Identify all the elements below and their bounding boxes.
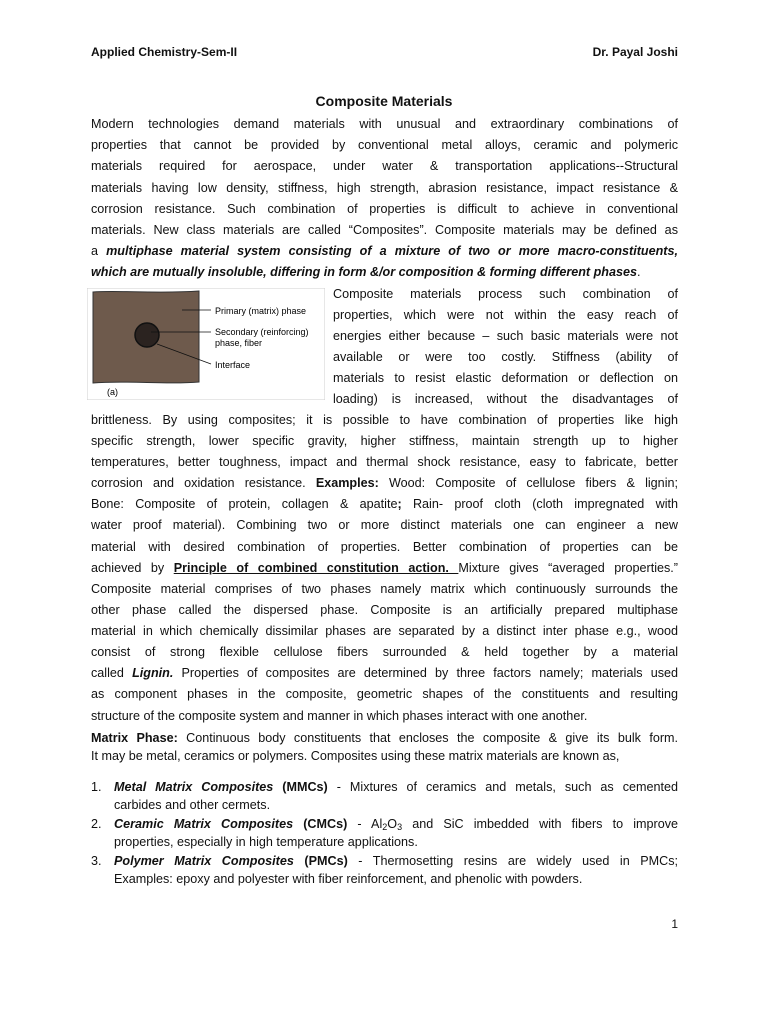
text-run: Rain- proof cloth (cloth impregnated with bbox=[401, 497, 678, 511]
text-run: called bbox=[91, 666, 133, 680]
text-run: - Mixtures of ceramics and metals, such as cemented bbox=[327, 780, 679, 794]
figure-caption: (a) bbox=[107, 387, 118, 397]
header-course: Applied Chemistry-Sem-II bbox=[91, 45, 238, 59]
text-run: Mixture gives “averaged properties.” bbox=[458, 561, 678, 575]
list-item-name: Ceramic Matrix Composites bbox=[114, 817, 294, 831]
paragraph-line bbox=[91, 264, 678, 280]
header-author: Dr. Payal Joshi bbox=[592, 45, 678, 59]
paragraph-line: It may be metal, ceramics or polymers. Composites using these matrix materials are known as, bbox=[91, 749, 620, 763]
paragraph-line: corrosion resistance. Such combination of properties is difficult to achieve in conventional bbox=[91, 202, 678, 216]
list-number: 1. bbox=[91, 780, 102, 794]
text-run: - Al bbox=[347, 817, 383, 831]
paragraph-line: available or were too costly. Stiffness (ability of bbox=[333, 350, 678, 364]
page-number: 1 bbox=[671, 917, 678, 931]
paragraph-line: energies either because – such basic materials were not bbox=[333, 329, 678, 343]
paragraph-line: water proof material). Combining two or more distinct materials one can engineer a new bbox=[91, 518, 678, 532]
matrix-phase-heading: Matrix Phase: bbox=[91, 731, 178, 745]
text-run: corrosion and oxidation resistance. bbox=[91, 476, 316, 490]
composite-diagram-svg bbox=[87, 288, 325, 400]
list-item-continuation: carbides and other cermets. bbox=[114, 798, 271, 812]
paragraph-line: Composite material comprises of two phases namely matrix which continuously surrounds the bbox=[91, 582, 678, 596]
list-number: 3. bbox=[91, 854, 102, 868]
paragraph-line: materials required for aerospace, under water & transportation applications--Structural bbox=[91, 159, 678, 173]
text-run: and SiC imbedded with fibers to improve bbox=[402, 817, 678, 831]
text-run: Wood: Composite of cellulose fibers & lignin; bbox=[378, 476, 678, 490]
definition-emphasis: which are mutually insoluble, differing in form &/or composition & forming different phases bbox=[91, 265, 638, 279]
paragraph-line bbox=[91, 496, 678, 512]
text-run: . bbox=[637, 265, 641, 279]
paragraph-line: material with desired combination of properties. Better combination of properties can be bbox=[91, 540, 678, 554]
paragraph-line: materials to resist elastic deformation or deflection on bbox=[333, 371, 678, 385]
label-secondary-phase: Secondary (reinforcing) bbox=[215, 327, 309, 337]
paragraph-line: other phase called the dispersed phase. Composite is an artificially prepared multiphase bbox=[91, 603, 678, 617]
label-interface: Interface bbox=[215, 360, 251, 370]
examples-label: Examples: bbox=[315, 476, 379, 490]
list-item-abbr: (PMCs) bbox=[293, 854, 348, 868]
list-item-mmc bbox=[114, 779, 678, 795]
text-run: Bone: Composite of protein, collagen & apatite bbox=[91, 497, 398, 511]
paragraph-line: materials having low density, stiffness, high strength, abrasion resistance, impact resistance & bbox=[91, 181, 678, 195]
paragraph-line bbox=[91, 560, 678, 576]
list-item-pmc bbox=[114, 853, 678, 869]
list-item-cmc bbox=[114, 816, 678, 832]
paragraph-line: brittleness. By using composites; it is possible to have combination of properties like high bbox=[91, 413, 678, 427]
list-item-continuation: Examples: epoxy and polyester with fiber reinforcement, and phenolic with powders. bbox=[114, 872, 583, 886]
paragraph-line bbox=[91, 243, 678, 259]
paragraph-line: materials. New class materials are called “Composites”. Composite materials may be defined as bbox=[91, 223, 678, 237]
text-run: Continuous body constituents that encloses the composite & give its bulk form. bbox=[177, 731, 679, 745]
text-run: - Thermosetting resins are widely used in PMCs; bbox=[347, 854, 678, 868]
list-item-continuation: properties, especially in high temperature applications. bbox=[114, 835, 418, 849]
paragraph-line: material in which chemically dissimilar phases are separated by a distinct inter phase e.g., wood bbox=[91, 624, 678, 638]
paragraph-line bbox=[91, 730, 678, 746]
paragraph-line bbox=[91, 665, 678, 681]
list-item-abbr: (CMCs) bbox=[293, 817, 348, 831]
principle-emphasis: Principle of combined constitution action. bbox=[173, 561, 459, 575]
text-run: Properties of composites are determined by three factors namely; materials used bbox=[173, 666, 679, 680]
text-run: a bbox=[91, 244, 107, 258]
label-secondary-phase-2: phase, fiber bbox=[215, 338, 263, 348]
paragraph-line: Modern technologies demand materials with unusual and extraordinary combinations of bbox=[91, 117, 678, 131]
text-run: achieved by bbox=[91, 561, 174, 575]
label-primary-phase: Primary (matrix) phase bbox=[215, 306, 307, 316]
paragraph-line: specific strength, lower specific gravity, higher stiffness, maintain strength up to higher bbox=[91, 434, 678, 448]
paragraph-line: temperatures, better toughness, impact and thermal shock resistance, easy to fabricate, better bbox=[91, 455, 678, 469]
list-item-name: Polymer Matrix Composites bbox=[114, 854, 294, 868]
paragraph-line: as component phases in the composite, geometric shapes of the constituents and resulting bbox=[91, 687, 678, 701]
fiber-cross-section bbox=[135, 323, 159, 347]
list-item-name: Metal Matrix Composites bbox=[114, 780, 274, 794]
definition-emphasis: multiphase material system consisting of a mixture of two or more macro-constituents, bbox=[106, 244, 678, 258]
paragraph-line: Composite materials process such combination of bbox=[333, 287, 678, 301]
paragraph-line: loading) is increased, without the disadvantages of bbox=[333, 392, 678, 406]
text-run: ; bbox=[397, 497, 402, 511]
paragraph-line: structure of the composite system and manner in which phases interact with one another. bbox=[91, 709, 588, 723]
paragraph-line bbox=[91, 475, 678, 491]
list-item-abbr: (MMCs) bbox=[273, 780, 328, 794]
subscript: 2 bbox=[382, 822, 388, 832]
subscript: 3 bbox=[397, 822, 403, 832]
paragraph-line: consist of strong flexible cellulose fibers surrounded & held together by a material bbox=[91, 645, 678, 659]
list-number: 2. bbox=[91, 817, 102, 831]
composite-diagram bbox=[87, 288, 325, 400]
page-title: Composite Materials bbox=[315, 93, 453, 109]
paragraph-line: properties, which were not within the easy reach of bbox=[333, 308, 678, 322]
text-run: O bbox=[387, 817, 398, 831]
lignin-emphasis: Lignin. bbox=[132, 666, 174, 680]
paragraph-line: properties that cannot be provided by conventional metal alloys, ceramic and polymeric bbox=[91, 138, 678, 152]
